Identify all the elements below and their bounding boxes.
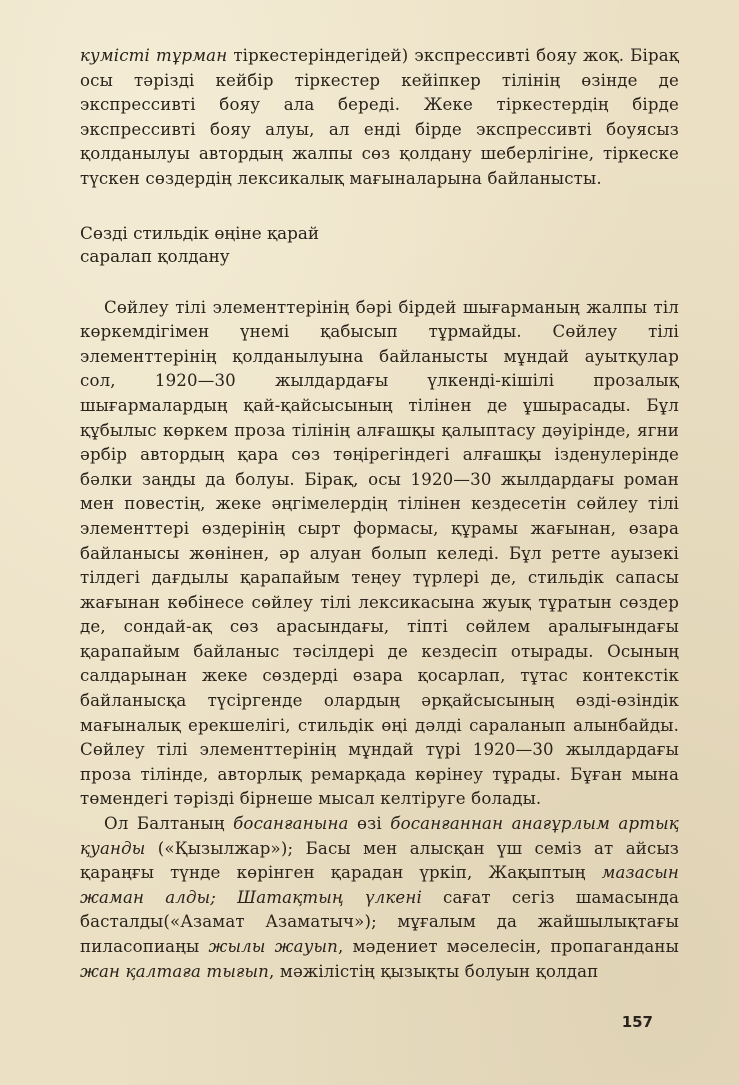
para2-text-1: Ол Балтаның <box>104 814 234 834</box>
para2-emphasis-1: босанғанына <box>233 814 349 834</box>
para2-emphasis-2: босанғаннан анағұрлым артық қуанды <box>80 814 679 858</box>
intro-paragraph <box>80 44 679 192</box>
intro-text: тіркестеріндегідей) экспрессивті бояу жоқ. Бірақ осы тәрізді кейбір тіркестер кейіпкер тілінің өзінде де экспрессивті бояу ала береді. Жеке тіркестердің бірде экспрессивті бояу алуы, ал енді бірде экспрессивті боуясыз қолданылуы автордың жалпы сөз қолдану шеберлігіне, тіркеске түскен сөздердің лексикалық мағыналарына байланысты. <box>80 46 679 188</box>
body-paragraph-2 <box>80 812 679 984</box>
intro-emphasis: кумісті тұрман <box>80 46 228 65</box>
section-heading-line-2: саралап қолдану <box>80 245 230 266</box>
page-number: 157 <box>621 1013 653 1031</box>
body-paragraph-1: Сөйлеу тілі элементтерінің бәрі бірдей шығарманың жалпы тіл көркемдігімен үнемі қабысып тұрмайды. Сөйлеу тілі элементтерінің қолданылуына байланысты мұндай ауытқулар сол, 1920—30 жылдардағы үлкенді-кішілі прозалық шығармалардың қай-қайсысының тілінен де ұшырасады. Бұл құбылыс көркем проза тілінің алғашқы қалыптасу дәуірінде, ягни әрбір автордың қара сөз төңірегіндегі алғашқы ізденулерінде бәлки заңды да болуы. Бірақ, осы 1920—30 жылдардағы роман мен повестің, жеке әңгімелердің тілінен кездесетін сөйлеу тілі элементтері өздерінің сырт формасы, құрамы жағынан, өзара байланысы жөнінен, әр алуан болып келеді. Бұл ретте ауызекі тілдегі дағдылы қарапайым теңеу түрлері де, стильдік сапасы жағынан көбінесе сөйлеу тілі лексикасына жуық тұратын сөздер де, сондай-ақ сөз арасындағы, тіпті сөйлем аралығындағы қарапайым байланыс тәсілдері де кездесіп отырады. Осының салдарынан жеке сөздерді өзара қосарлап, тұтас контекстік байланысқа түсіргенде олардың әрқайсысының өзді-өзіндік мағыналық ерекшелігі, стильдік өңі дәлді сараланып алынбайды. Сөйлеу тілі элементтерінің мұндай түрі 1920—30 жылдардағы проза тілінде, авторлық ремарқада көрінеу тұрады. Бұған мына төмендегі тәрізді бірнеше мысал келтіруге болады. <box>80 297 679 809</box>
para2-text-2: өзі <box>348 814 391 834</box>
para2-text-5: , мәдениет мәселесін, пропаганданы <box>338 937 679 956</box>
para2-emphasis-4: жылы жауып <box>208 937 339 956</box>
para2-text-4: сағат сегіз шамасында басталды(«Азамат Азаматыч»); мұғалым да жайшылықтағы пиласопиаңы <box>80 887 680 956</box>
para2-emphasis-5: жан қалтаға тығып <box>80 961 270 981</box>
section-heading-line-1: Сөзді стильдік өңіне қарай <box>80 222 320 243</box>
para2-emphasis-3: мазасын жаман алды; Шатақтың үлкені <box>80 863 679 907</box>
para2-text-6: , мәжілістің қызықты болуын қолдап <box>269 961 599 981</box>
para2-text-3: («Қызылжар»); Басы мен алысқан үш семіз ат айсыз қараңғы түнде көрінген қарадан үркіп, Жақыптың <box>80 838 679 883</box>
section-heading <box>80 222 679 268</box>
